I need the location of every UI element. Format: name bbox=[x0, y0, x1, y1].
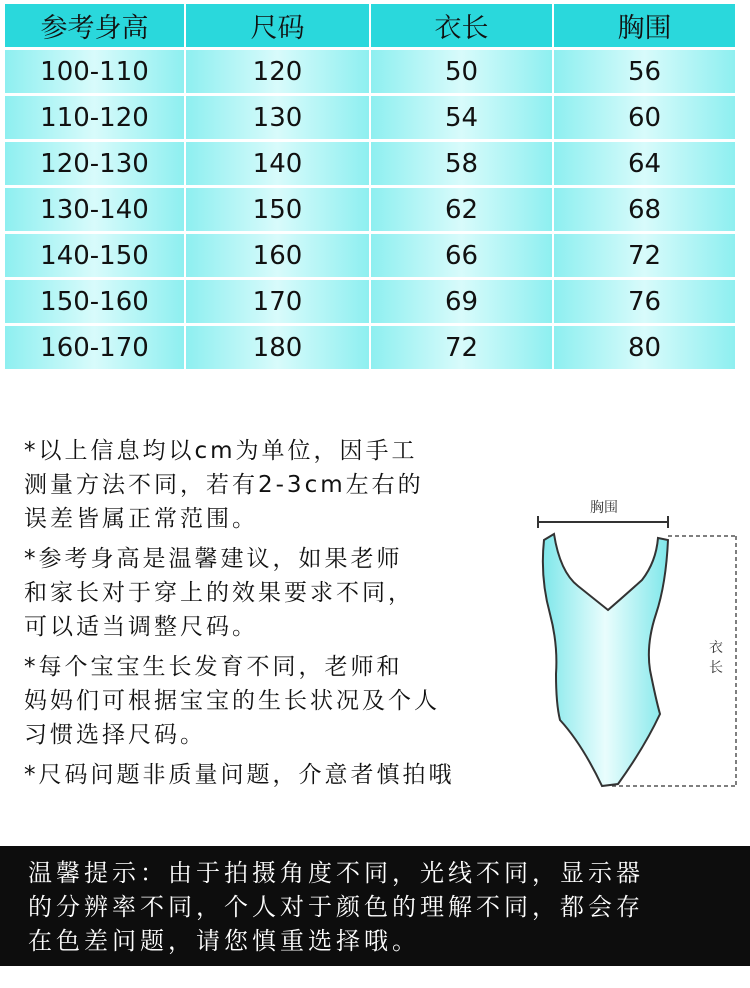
cell-length: 66 bbox=[371, 234, 552, 280]
cell-height: 110-120 bbox=[5, 96, 184, 142]
cell-height: 140-150 bbox=[5, 234, 184, 280]
header-length: 衣长 bbox=[371, 4, 552, 50]
note-unit: *以上信息均以cm为单位，因手工 测量方法不同，若有2-3cm左右的 误差皆属正常范围。 bbox=[24, 438, 424, 532]
length-label-bottom: 长 bbox=[709, 660, 723, 676]
cell-height: 130-140 bbox=[5, 188, 184, 234]
cell-bust: 80 bbox=[554, 326, 735, 372]
cell-size: 180 bbox=[186, 326, 369, 372]
size-table bbox=[3, 4, 737, 372]
leotard-illustration bbox=[526, 494, 750, 800]
length-label-top: 衣 bbox=[709, 640, 723, 656]
header-height: 参考身高 bbox=[5, 4, 184, 50]
cell-bust: 56 bbox=[554, 50, 735, 96]
cell-bust: 60 bbox=[554, 96, 735, 142]
cell-size: 130 bbox=[186, 96, 369, 142]
cell-size: 170 bbox=[186, 280, 369, 326]
header-bust: 胸围 bbox=[554, 4, 735, 50]
table-row bbox=[5, 142, 735, 188]
cell-length: 62 bbox=[371, 188, 552, 234]
tip-text: 温馨提示：由于拍摄角度不同，光线不同，显示器 的分辨率不同，个人对于颜色的理解不同，都会存 在色差问题，请您慎重选择哦。 bbox=[28, 859, 644, 955]
note-quality: *尺码问题非质量问题，介意者慎拍哦 bbox=[24, 762, 455, 788]
table-row bbox=[5, 188, 735, 234]
cell-size: 140 bbox=[186, 142, 369, 188]
cell-bust: 64 bbox=[554, 142, 735, 188]
tip-bar bbox=[0, 846, 750, 966]
cell-height: 150-160 bbox=[5, 280, 184, 326]
cell-height: 120-130 bbox=[5, 142, 184, 188]
cell-length: 69 bbox=[371, 280, 552, 326]
table-row bbox=[5, 234, 735, 280]
table-row bbox=[5, 280, 735, 326]
bust-label: 胸围 bbox=[590, 500, 618, 516]
cell-length: 50 bbox=[371, 50, 552, 96]
table-row bbox=[5, 50, 735, 96]
cell-length: 72 bbox=[371, 326, 552, 372]
cell-size: 150 bbox=[186, 188, 369, 234]
cell-length: 58 bbox=[371, 142, 552, 188]
table-row bbox=[5, 326, 735, 372]
header-size: 尺码 bbox=[186, 4, 369, 50]
table-header-row bbox=[5, 4, 735, 50]
cell-bust: 76 bbox=[554, 280, 735, 326]
cell-bust: 72 bbox=[554, 234, 735, 280]
note-growth: *每个宝宝生长发育不同，老师和 妈妈们可根据宝宝的生长状况及个人 习惯选择尺码。 bbox=[24, 654, 440, 748]
cell-height: 160-170 bbox=[5, 326, 184, 372]
cell-size: 160 bbox=[186, 234, 369, 280]
table-row bbox=[5, 96, 735, 142]
cell-height: 100-110 bbox=[5, 50, 184, 96]
size-notes bbox=[24, 434, 554, 798]
garment-diagram bbox=[526, 494, 750, 800]
note-height-suggestion: *参考身高是温馨建议，如果老师 和家长对于穿上的效果要求不同， 可以适当调整尺码。 bbox=[24, 546, 414, 640]
cell-bust: 68 bbox=[554, 188, 735, 234]
cell-size: 120 bbox=[186, 50, 369, 96]
leotard-shape bbox=[543, 534, 668, 786]
cell-length: 54 bbox=[371, 96, 552, 142]
